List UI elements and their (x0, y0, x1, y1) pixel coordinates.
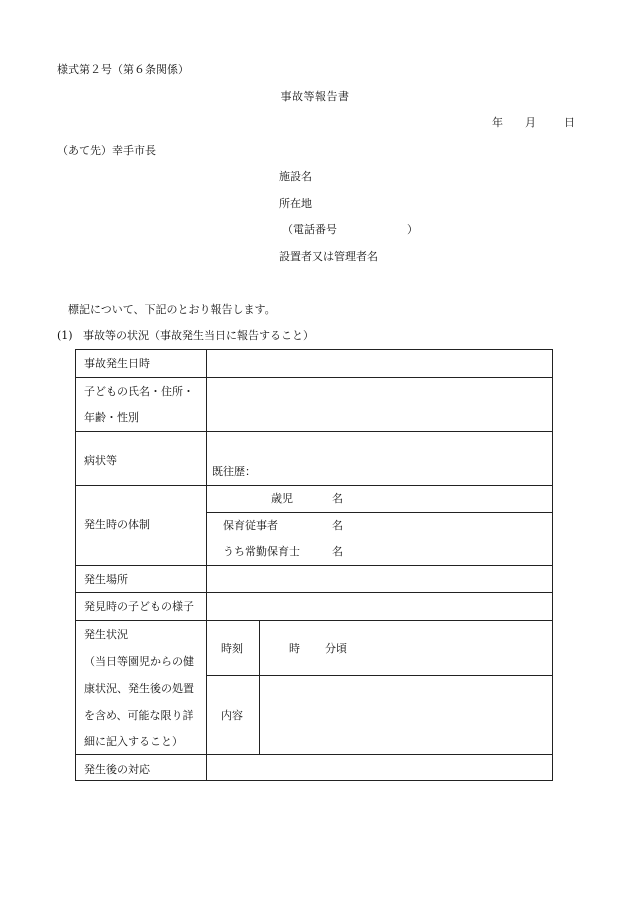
intro-text: 標記について、下記のとおり報告します。 (68, 303, 276, 316)
table-row-divider (76, 431, 552, 432)
table-row-divider (206, 675, 552, 676)
table-row-divider (76, 377, 552, 378)
circumstances-label-line2: （当日等園児からの健 (84, 655, 194, 668)
phone-close-paren: ） (407, 223, 418, 236)
fulltime-teacher-label: うち常勤保育士 (223, 545, 300, 558)
occurrence-datetime-label: 事故発生日時 (84, 357, 150, 370)
symptoms-label: 病状等 (84, 454, 117, 467)
age-class-suffix: 歳児 (271, 492, 293, 505)
staffing-label: 発生時の体制 (84, 518, 150, 531)
phone-number-label: （電話番号 (282, 223, 337, 236)
section-title: 事故等の状況（事故発生当日に報告すること） (83, 329, 314, 342)
minute-approx-unit: 分頃 (325, 642, 347, 655)
table-row-divider (76, 565, 552, 566)
staff-count-unit: 名 (332, 519, 343, 532)
facility-name-label: 施設名 (279, 170, 312, 183)
content-label: 内容 (221, 709, 243, 722)
childcare-staff-label: 保育従事者 (223, 519, 278, 532)
date-month-label: 月 (525, 116, 536, 129)
medical-history-label: 既往歴： (212, 465, 256, 478)
circumstances-label-line4: を含め、可能な限り詳 (84, 709, 194, 722)
date-day-label: 日 (564, 116, 575, 129)
table-row-divider (76, 754, 552, 755)
circumstances-label-line3: 康状況、発生後の処置 (84, 682, 194, 695)
child-condition-label: 発見時の子どもの様子 (84, 600, 194, 613)
addressee: （あて先）幸手市長 (57, 144, 156, 157)
table-row-divider (206, 512, 552, 513)
teacher-count-unit: 名 (332, 545, 343, 558)
date-year-label: 年 (492, 116, 503, 129)
time-label: 時刻 (221, 642, 243, 655)
hour-unit: 時 (289, 642, 300, 655)
response-label: 発生後の対応 (84, 763, 150, 776)
section-number: (1) (57, 329, 73, 342)
table-row-divider (76, 592, 552, 593)
incident-location-label: 発生場所 (84, 573, 128, 586)
form-number: 様式第２号（第６条関係） (57, 63, 189, 76)
child-info-label-line2: 年齢・性別 (84, 411, 139, 424)
facility-location-label: 所在地 (279, 197, 312, 210)
section-heading (57, 330, 314, 341)
incident-report-table (75, 349, 553, 781)
document-title: 事故等報告書 (280, 90, 350, 103)
table-row-divider (76, 485, 552, 486)
children-count-unit: 名 (332, 492, 343, 505)
table-row-divider (76, 620, 552, 621)
child-info-label-line1: 子どもの氏名・住所・ (84, 385, 194, 398)
operator-name-label: 設置者又は管理者名 (279, 250, 378, 263)
table-column-divider (259, 620, 260, 754)
circumstances-label-line1: 発生状況 (84, 628, 128, 641)
circumstances-label-line5: 細に記入すること） (84, 735, 183, 748)
